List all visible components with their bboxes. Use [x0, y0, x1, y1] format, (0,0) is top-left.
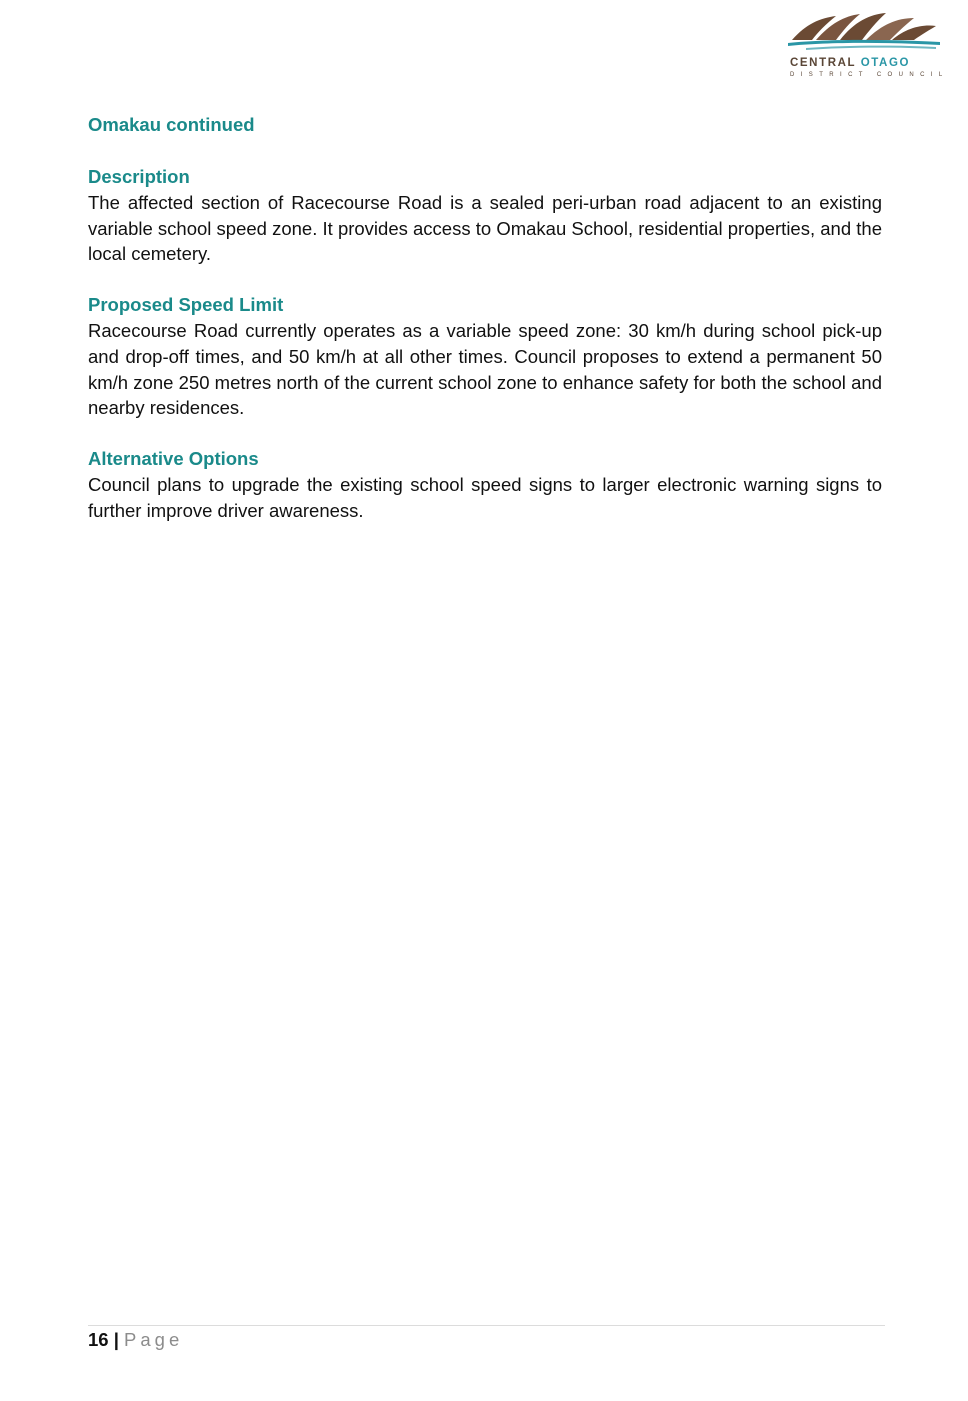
footer-separator: |: [113, 1329, 119, 1350]
proposed-speed-limit-paragraph: Racecourse Road currently operates as a variable speed zone: 30 km/h during school pick-up and drop-off times, and 50 km/h at all other times. Council proposes to extend a permanent 50 km/h zone 250 metres north of the current school zone to enhance safety for both the school and nearby residences.: [88, 320, 882, 419]
page-number: 16: [88, 1329, 109, 1350]
proposed-speed-limit-heading: Proposed Speed Limit: [88, 294, 284, 316]
description-heading: Description: [88, 166, 190, 187]
logo-subtitle: DISTRICT COUNCIL: [790, 72, 949, 78]
section-title: Omakau continued: [88, 114, 255, 135]
page-label: Page: [124, 1329, 184, 1350]
hills-water-logo-icon: [786, 10, 942, 56]
logo-name-otago: OTAGO: [860, 57, 911, 69]
page-footer: [88, 1328, 183, 1352]
logo-name-central: CENTRAL: [790, 57, 856, 69]
document-body: [88, 112, 882, 548]
alternative-options-heading: Alternative Options: [88, 447, 259, 469]
logo-name: [790, 57, 940, 69]
description-paragraph: The affected section of Racecourse Road is a sealed peri-urban road adjacent to an existing variable school speed zone. It provides access to Omakau School, residential properties, and the local cemetery.: [88, 192, 882, 265]
footer-divider: [88, 1325, 885, 1326]
council-logo: [786, 10, 949, 78]
alternative-options-paragraph: Council plans to upgrade the existing school speed signs to larger electronic warning signs to further improve driver awareness.: [88, 473, 882, 521]
